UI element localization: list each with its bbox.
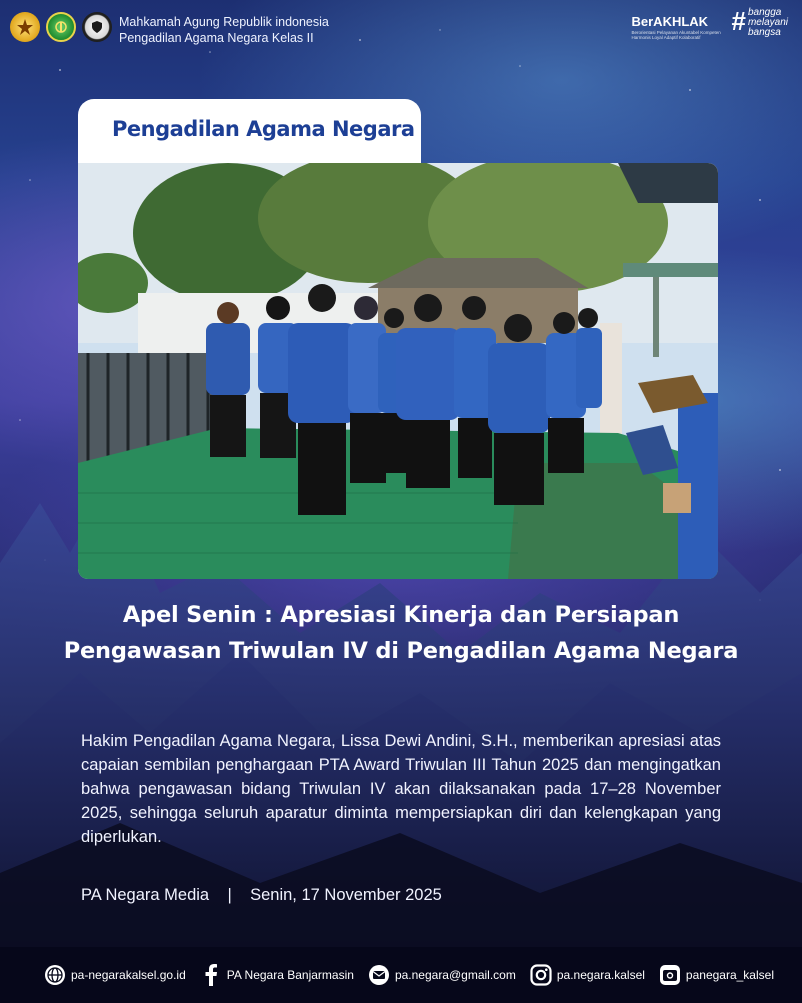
tagline-line-2: melayani bbox=[747, 17, 788, 28]
footer-instagram[interactable] bbox=[530, 964, 645, 986]
pengadilan-agama-logo bbox=[46, 12, 76, 42]
article-body: Hakim Pengadilan Agama Negara, Lissa Dewi Andini, S.H., memberikan apresiasi atas capaian sembilan penghargaan PTA Award Triwulan III Tahun 2025 dan mengingatkan bahwa pengawasan bidang Triwulan IV akan dilaksanakan pada 17–28 November 2025, sehingga seluruh aparatur diminta mempersiapkan diri dan kelengkapan yang diperlukan. bbox=[81, 732, 721, 846]
meta-source: PA Negara Media bbox=[81, 886, 210, 904]
tab-title: Pengadilan Agama Negara bbox=[112, 117, 415, 141]
footer-facebook[interactable] bbox=[200, 964, 354, 986]
footer-contacts bbox=[0, 947, 802, 1003]
camera-icon bbox=[659, 964, 681, 986]
article-meta bbox=[81, 886, 442, 905]
institution-seal-logo bbox=[82, 12, 112, 42]
headline: Apel Senin : Apresiasi Kinerja dan Persiapan Pengawasan Triwulan IV di Pengadilan Agama Negara bbox=[63, 602, 739, 664]
organization-line-1: Mahkamah Agung Republik indonesia bbox=[119, 15, 329, 29]
berakhlak-subtitle: Berorientasi Pelayanan Akuntabel Kompeten Harmonis Loyal Adaptif Kolaboratif bbox=[631, 30, 721, 40]
mahkamah-agung-logo bbox=[10, 12, 40, 42]
instagram-icon bbox=[530, 964, 552, 986]
berakhlak-wordmark bbox=[632, 8, 724, 40]
mail-icon bbox=[368, 964, 390, 986]
organization-name bbox=[119, 14, 329, 46]
footer-instagram-2[interactable] bbox=[659, 964, 774, 986]
footer-website[interactable] bbox=[44, 964, 186, 986]
photo-illustration bbox=[78, 163, 718, 579]
tagline-line-1: bangga bbox=[747, 7, 782, 18]
organization-line-2: Pengadilan Agama Negara Kelas II bbox=[119, 31, 314, 45]
event-photo bbox=[78, 163, 718, 579]
berakhlak-name: BerAKHLAK bbox=[631, 14, 709, 29]
globe-icon bbox=[44, 964, 66, 986]
meta-date: Senin, 17 November 2025 bbox=[250, 886, 442, 904]
footer-facebook-label: PA Negara Banjarmasin bbox=[226, 968, 354, 982]
bangga-melayani-bangsa-tagline bbox=[748, 8, 788, 38]
footer-email[interactable] bbox=[368, 964, 516, 986]
footer-website-label: pa-negarakalsel.go.id bbox=[71, 968, 186, 982]
hashtag-icon: # bbox=[731, 6, 746, 36]
title-tab bbox=[78, 99, 421, 171]
footer-instagram-label: pa.negara.kalsel bbox=[556, 968, 645, 982]
tagline-line-3: bangsa bbox=[747, 27, 781, 38]
berakhlak-brand bbox=[632, 8, 789, 40]
header-logos bbox=[10, 12, 112, 42]
facebook-icon bbox=[200, 964, 222, 986]
meta-separator: | bbox=[227, 886, 232, 904]
footer-instagram-2-label: panegara_kalsel bbox=[685, 968, 774, 982]
footer-email-label: pa.negara@gmail.com bbox=[394, 968, 516, 982]
